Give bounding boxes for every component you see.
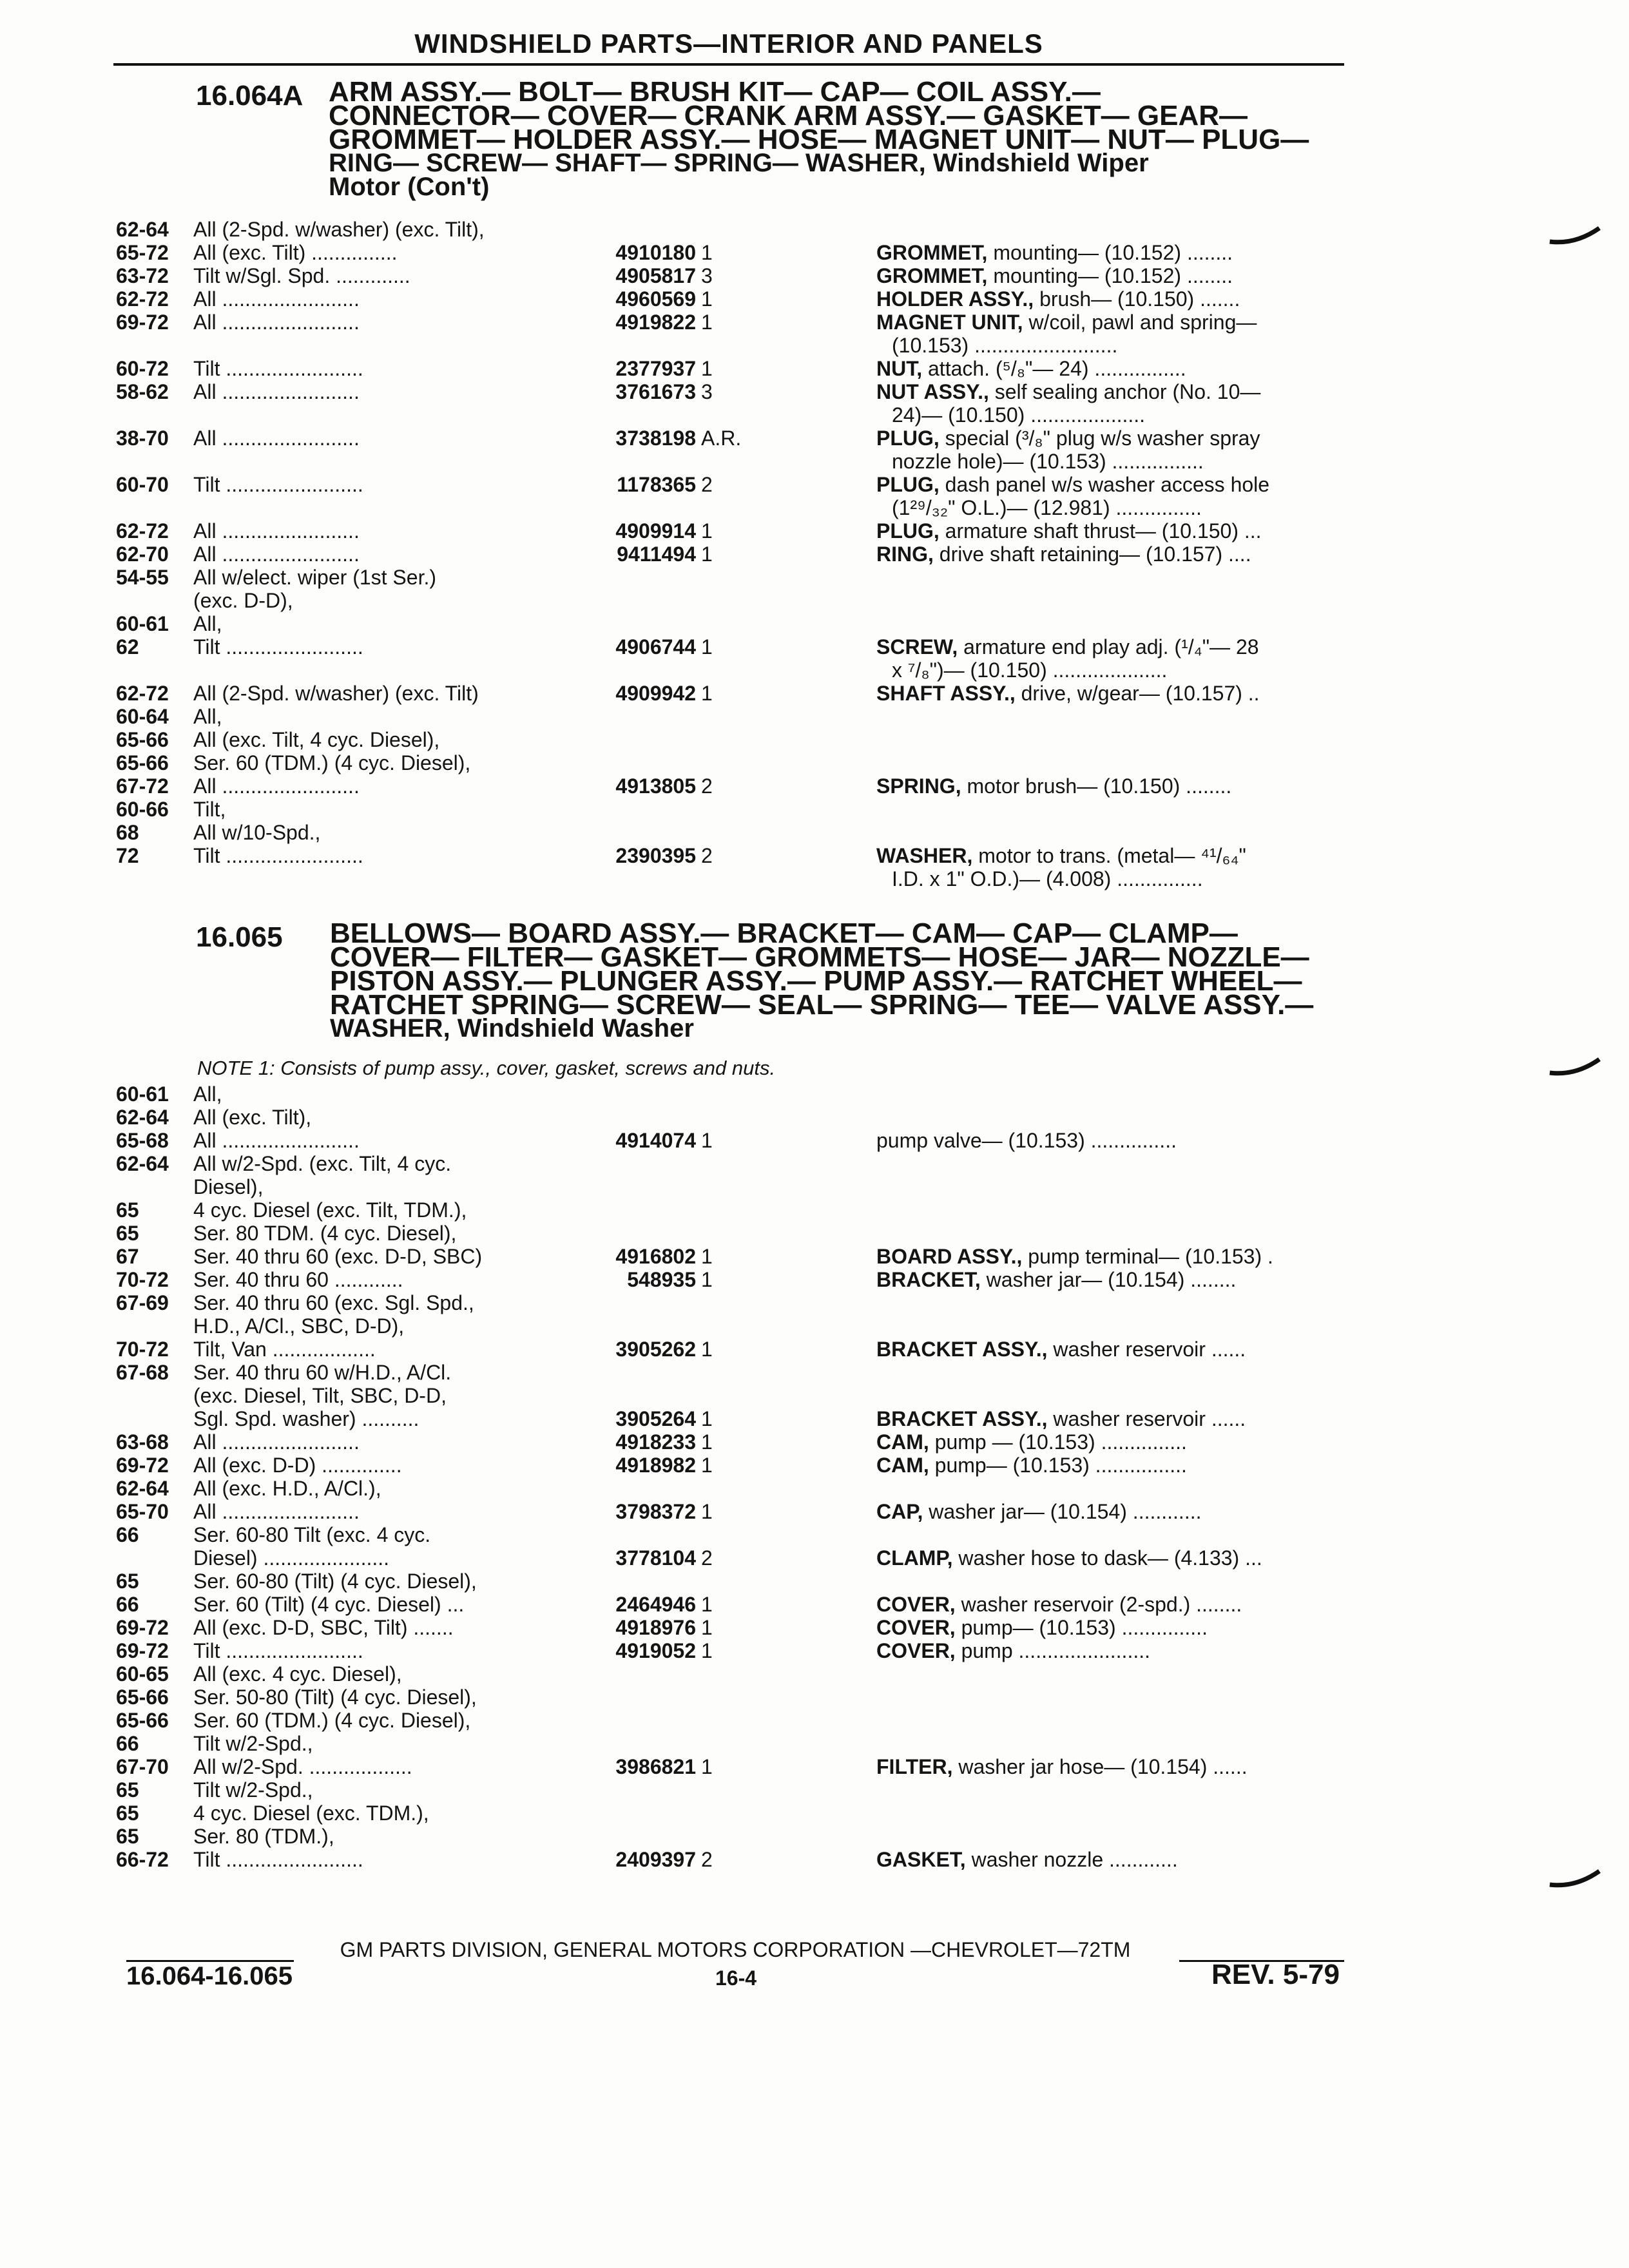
model-years: 62 (116, 635, 139, 658)
model-years: 70-72 (116, 1268, 169, 1291)
quantity: 1 (701, 287, 713, 311)
part-number: 2409397 (615, 1848, 696, 1871)
description (876, 403, 1472, 427)
section-title-line: PISTON ASSY.— PLUNGER ASSY.— PUMP ASSY.— RATCHET WHEEL— (330, 965, 1302, 997)
application: All ........................ (193, 311, 360, 334)
part-detail: pump valve— (10.153) ............... (876, 1129, 1177, 1152)
part-name: FILTER, (876, 1755, 953, 1778)
description (876, 774, 1456, 798)
description (876, 519, 1456, 543)
part-detail: attach. (⁵/₈"— 24) ................ (922, 357, 1186, 380)
application: All (exc. Tilt, 4 cyc. Diesel), (193, 728, 440, 751)
part-name: MAGNET UNIT, (876, 311, 1023, 334)
section-title-line: RING— SCREW— SHAFT— SPRING— WASHER, Windshield Wiper (329, 149, 1149, 177)
description (876, 1454, 1456, 1477)
section-number: 16.065 (196, 921, 283, 953)
binder-mark (1547, 1050, 1605, 1082)
application: Tilt ........................ (193, 1848, 363, 1871)
part-name: GROMMET, (876, 241, 988, 264)
model-years: 62-72 (116, 682, 169, 705)
model-years: 65 (116, 1802, 139, 1825)
part-detail: motor to trans. (metal— ⁴¹/₆₄" (972, 844, 1246, 867)
part-number: 4918233 (615, 1430, 696, 1454)
description (876, 241, 1456, 264)
part-detail: washer jar hose— (10.154) ...... (952, 1755, 1248, 1778)
part-name: BRACKET ASSY., (876, 1338, 1048, 1361)
model-years: 66 (116, 1593, 139, 1616)
binder-mark (1547, 1862, 1605, 1894)
model-years: 63-68 (116, 1430, 169, 1454)
application: Tilt w/2-Spd., (193, 1778, 313, 1802)
section-title-line: RATCHET SPRING— SCREW— SEAL— SPRING— TEE— VALVE ASSY.— (330, 989, 1314, 1021)
model-years: 62-64 (116, 1477, 169, 1500)
part-number: 3986821 (615, 1755, 696, 1778)
part-name: GASKET, (876, 1848, 966, 1871)
application: All w/2-Spd. .................. (193, 1755, 412, 1778)
application: All (2-Spd. w/washer) (exc. Tilt) (193, 682, 479, 705)
application: All (exc. Tilt) ............... (193, 241, 398, 264)
footer-publisher-text: GM PARTS DIVISION, GENERAL MOTORS CORPORATION —CHEVROLET—72TM (340, 1938, 1131, 1961)
part-detail: motor brush— (10.150) ........ (961, 774, 1232, 798)
model-years: 72 (116, 844, 139, 867)
part-number: 3778104 (615, 1546, 696, 1570)
application: All ........................ (193, 380, 360, 403)
application: Ser. 60 (TDM.) (4 cyc. Diesel), (193, 1709, 471, 1732)
model-years: 65 (116, 1825, 139, 1848)
part-detail: pump— (10.153) ................ (929, 1454, 1187, 1477)
quantity: 1 (701, 241, 713, 264)
page-header: WINDSHIELD PARTS—INTERIOR AND PANELS (113, 28, 1344, 66)
model-years: 60-65 (116, 1662, 169, 1686)
footer-revision: REV. 5-79 (1211, 1959, 1340, 1990)
part-name: HOLDER ASSY., (876, 287, 1034, 311)
quantity: 2 (701, 473, 713, 496)
description (876, 543, 1456, 566)
application: All w/10-Spd., (193, 821, 321, 844)
description (876, 1338, 1456, 1361)
part-number: 9411494 (617, 543, 696, 566)
model-years: 63-72 (116, 264, 169, 287)
part-name: PLUG, (876, 473, 940, 496)
part-detail: washer reservoir ...... (1047, 1407, 1246, 1430)
part-detail: washer hose to dask— (4.133) ... (952, 1546, 1262, 1570)
application: Ser. 60 (TDM.) (4 cyc. Diesel), (193, 751, 471, 774)
model-years: 62-64 (116, 1106, 169, 1129)
description (876, 682, 1456, 705)
section-title-line: BELLOWS— BOARD ASSY.— BRACKET— CAM— CAP— CLAMP— (330, 918, 1238, 949)
model-years: 65-66 (116, 728, 169, 751)
part-name: COVER, (876, 1616, 956, 1639)
model-years: 67-70 (116, 1755, 169, 1778)
part-number: 4918976 (615, 1616, 696, 1639)
part-detail: washer jar— (10.154) ............ (923, 1500, 1202, 1523)
part-detail: special (³/₈" plug w/s washer spray (939, 427, 1260, 450)
application: All ........................ (193, 774, 360, 798)
application: Tilt ........................ (193, 357, 363, 380)
application: (exc. Diesel, Tilt, SBC, D-D, (193, 1384, 447, 1407)
application: Sgl. Spd. washer) .......... (193, 1407, 419, 1430)
part-number: 3798372 (615, 1500, 696, 1523)
application: Tilt, Van .................. (193, 1338, 376, 1361)
application: All ........................ (193, 543, 360, 566)
quantity: 1 (701, 357, 713, 380)
application: Ser. 40 thru 60 (exc. Sgl. Spd., (193, 1291, 474, 1314)
part-name: SHAFT ASSY., (876, 682, 1016, 705)
part-detail: mounting— (10.152) ........ (987, 264, 1233, 287)
quantity: 1 (701, 543, 713, 566)
description (876, 1407, 1456, 1430)
part-number: 4919822 (615, 311, 696, 334)
application: Diesel) ...................... (193, 1546, 390, 1570)
model-years: 66 (116, 1523, 139, 1546)
model-years: 67-69 (116, 1291, 169, 1314)
footer-page-number: 16-4 (715, 1966, 757, 1990)
description (876, 334, 1472, 357)
part-name: WASHER, (876, 844, 973, 867)
part-detail: armature end play adj. (¹/₄"— 28 (958, 635, 1259, 658)
part-number: 3905262 (615, 1338, 696, 1361)
quantity: 1 (701, 1430, 713, 1454)
description (876, 380, 1456, 403)
application: All ........................ (193, 1500, 360, 1523)
model-years: 65-66 (116, 1709, 169, 1732)
application: All, (193, 1082, 222, 1106)
part-name: NUT ASSY., (876, 380, 989, 403)
part-detail: pump terminal— (10.153) . (1022, 1245, 1273, 1268)
model-years: 65 (116, 1222, 139, 1245)
application: Tilt, (193, 798, 226, 821)
section-title-line: WASHER, Windshield Washer (330, 1014, 694, 1043)
part-name: BRACKET, (876, 1268, 981, 1291)
section-title (329, 76, 1373, 201)
model-years: 67-72 (116, 774, 169, 798)
footer-section-range: 16.064-16.065 (126, 1962, 293, 1990)
section-title-line: CONNECTOR— COVER— CRANK ARM ASSY.— GASKET— GEAR— (329, 100, 1248, 131)
part-number: 1178365 (617, 473, 696, 496)
model-years: 65-72 (116, 241, 169, 264)
part-name: NUT, (876, 357, 923, 380)
application: All ........................ (193, 1430, 360, 1454)
description (876, 311, 1456, 334)
part-number: 4906744 (615, 635, 696, 658)
quantity: 1 (701, 1338, 713, 1361)
application: Ser. 60-80 Tilt (exc. 4 cyc. (193, 1523, 431, 1546)
application: (exc. D-D), (193, 589, 293, 612)
quantity: 1 (701, 1245, 713, 1268)
part-number: 3905264 (615, 1407, 696, 1430)
description (876, 357, 1456, 380)
model-years: 60-64 (116, 705, 169, 728)
description (876, 1755, 1456, 1778)
quantity: 1 (701, 1755, 713, 1778)
part-name: BOARD ASSY., (876, 1245, 1023, 1268)
application: All, (193, 612, 222, 635)
description (876, 264, 1456, 287)
model-years: 60-70 (116, 473, 169, 496)
part-detail: armature shaft thrust— (10.150) ... (939, 519, 1262, 543)
application: Tilt ........................ (193, 844, 363, 867)
quantity: 2 (701, 1848, 713, 1871)
model-years: 69-72 (116, 1616, 169, 1639)
part-number: 3738198 (615, 427, 696, 450)
part-name: SCREW, (876, 635, 958, 658)
description (876, 1639, 1456, 1662)
model-years: 66-72 (116, 1848, 169, 1871)
part-detail: washer nozzle ............ (965, 1848, 1178, 1871)
part-number: 2464946 (615, 1593, 696, 1616)
part-name: PLUG, (876, 519, 940, 543)
part-name: CAM, (876, 1430, 929, 1454)
part-name: SPRING, (876, 774, 961, 798)
quantity: 3 (701, 380, 713, 403)
section-number: 16.064A (196, 80, 304, 111)
application: Tilt ........................ (193, 635, 363, 658)
application: All w/2-Spd. (exc. Tilt, 4 cyc. (193, 1152, 452, 1175)
section-title-line: Motor (Con't) (329, 173, 490, 201)
quantity: 1 (701, 682, 713, 705)
model-years: 60-61 (116, 612, 169, 635)
application: 4 cyc. Diesel (exc. Tilt, TDM.), (193, 1198, 467, 1222)
quantity: 1 (701, 1639, 713, 1662)
part-number: 4909914 (615, 519, 696, 543)
model-years: 67-68 (116, 1361, 169, 1384)
part-number: 4914074 (615, 1129, 696, 1152)
application: All (exc. H.D., A/Cl.), (193, 1477, 381, 1500)
description (876, 287, 1456, 311)
application: All w/elect. wiper (1st Ser.) (193, 566, 436, 589)
part-name: COVER, (876, 1639, 956, 1662)
description (876, 1500, 1456, 1523)
part-detail: x ⁷/₈")— (10.150) .................... (892, 658, 1168, 682)
description (876, 1848, 1456, 1871)
application: Tilt ........................ (193, 1639, 363, 1662)
application: Tilt w/Sgl. Spd. ............. (193, 264, 410, 287)
description (876, 1268, 1456, 1291)
application: Ser. 80 TDM. (4 cyc. Diesel), (193, 1222, 457, 1245)
quantity: 2 (701, 1546, 713, 1570)
model-years: 62-64 (116, 1152, 169, 1175)
binder-mark (1547, 219, 1605, 251)
description (876, 473, 1456, 496)
application: Ser. 50-80 (Tilt) (4 cyc. Diesel), (193, 1686, 477, 1709)
model-years: 62-72 (116, 519, 169, 543)
part-detail: drive shaft retaining— (10.157) .... (933, 543, 1251, 566)
model-years: 62-64 (116, 218, 169, 241)
section-title-line: COVER— FILTER— GASKET— GROMMETS— HOSE— JAR— NOZZLE— (330, 941, 1309, 973)
application: All (2-Spd. w/washer) (exc. Tilt), (193, 218, 485, 241)
part-number: 2377937 (615, 357, 696, 380)
quantity: 1 (701, 635, 713, 658)
part-detail: nozzle hole)— (10.153) ................ (892, 450, 1204, 473)
part-detail: washer reservoir (2-spd.) ........ (955, 1593, 1242, 1616)
quantity: 2 (701, 844, 713, 867)
description (876, 867, 1472, 890)
application: Ser. 40 thru 60 (exc. D-D, SBC) (193, 1245, 483, 1268)
description (876, 635, 1456, 658)
quantity: 1 (701, 1407, 713, 1430)
quantity: 1 (701, 519, 713, 543)
model-years: 65-70 (116, 1500, 169, 1523)
description (876, 1245, 1456, 1268)
quantity: 1 (701, 1500, 713, 1523)
model-years: 54-55 (116, 566, 169, 589)
application: Ser. 80 (TDM.), (193, 1825, 334, 1848)
part-number: 4909942 (615, 682, 696, 705)
model-years: 65 (116, 1778, 139, 1802)
description (876, 427, 1456, 450)
section-title-line: GROMMET— HOLDER ASSY.— HOSE— MAGNET UNIT— NUT— PLUG— (329, 124, 1309, 155)
model-years: 60-66 (116, 798, 169, 821)
part-name: CLAMP, (876, 1546, 953, 1570)
model-years: 67 (116, 1245, 139, 1268)
application: Ser. 60 (Tilt) (4 cyc. Diesel) ... (193, 1593, 465, 1616)
section-title (330, 918, 1361, 1043)
part-detail: pump ....................... (955, 1639, 1150, 1662)
quantity: 1 (701, 1454, 713, 1477)
part-detail: self sealing anchor (No. 10— (988, 380, 1261, 403)
description (876, 658, 1472, 682)
part-detail: pump— (10.153) ............... (955, 1616, 1208, 1639)
quantity: 1 (701, 1129, 713, 1152)
footer-publisher (126, 1938, 1344, 1962)
application: 4 cyc. Diesel (exc. TDM.), (193, 1802, 429, 1825)
application: All (exc. D-D) .............. (193, 1454, 402, 1477)
application: All ........................ (193, 519, 360, 543)
model-years: 65 (116, 1570, 139, 1593)
application: Ser. 40 thru 60 ............ (193, 1268, 403, 1291)
quantity: 2 (701, 774, 713, 798)
part-detail: brush— (10.150) ....... (1034, 287, 1240, 311)
part-number: 4916802 (615, 1245, 696, 1268)
description (876, 1129, 1456, 1152)
application: Tilt ........................ (193, 473, 363, 496)
application: Tilt w/2-Spd., (193, 1732, 313, 1755)
part-detail: (1²⁹/₃₂" O.L.)— (12.981) ............... (892, 496, 1202, 519)
quantity: 1 (701, 1593, 713, 1616)
part-number: 4905817 (615, 264, 696, 287)
quantity: 1 (701, 1616, 713, 1639)
application: Ser. 40 thru 60 w/H.D., A/Cl. (193, 1361, 452, 1384)
part-number: 4910180 (615, 241, 696, 264)
application: Ser. 60-80 (Tilt) (4 cyc. Diesel), (193, 1570, 477, 1593)
part-name: COVER, (876, 1593, 956, 1616)
application: All ........................ (193, 1129, 360, 1152)
application: All, (193, 705, 222, 728)
model-years: 65 (116, 1198, 139, 1222)
part-number: 4919052 (615, 1639, 696, 1662)
application: All (exc. Tilt), (193, 1106, 312, 1129)
part-detail: w/coil, pawl and spring— (1023, 311, 1257, 334)
part-number: 4918982 (615, 1454, 696, 1477)
part-name: BRACKET ASSY., (876, 1407, 1048, 1430)
part-detail: (10.153) ......................... (892, 334, 1118, 357)
part-name: RING, (876, 543, 934, 566)
model-years: 69-72 (116, 311, 169, 334)
model-years: 70-72 (116, 1338, 169, 1361)
part-detail: drive, w/gear— (10.157) .. (1015, 682, 1260, 705)
part-detail: washer jar— (10.154) ........ (980, 1268, 1237, 1291)
model-years: 62-70 (116, 543, 169, 566)
description (876, 496, 1472, 519)
model-years: 68 (116, 821, 139, 844)
quantity: A.R. (701, 427, 742, 450)
application: Diesel), (193, 1175, 264, 1198)
part-name: PLUG, (876, 427, 940, 450)
model-years: 65-68 (116, 1129, 169, 1152)
model-years: 65-66 (116, 1686, 169, 1709)
description (876, 450, 1472, 473)
part-number: 548935 (627, 1268, 696, 1291)
application: All (exc. D-D, SBC, Tilt) ....... (193, 1616, 454, 1639)
model-years: 60-72 (116, 357, 169, 380)
model-years: 66 (116, 1732, 139, 1755)
description (876, 844, 1456, 867)
description (876, 1616, 1456, 1639)
model-years: 65-66 (116, 751, 169, 774)
model-years: 69-72 (116, 1454, 169, 1477)
part-number: 4913805 (615, 774, 696, 798)
part-name: CAP, (876, 1500, 923, 1523)
description (876, 1430, 1456, 1454)
part-detail: dash panel w/s washer access hole (939, 473, 1270, 496)
application: H.D., A/Cl., SBC, D-D), (193, 1314, 405, 1338)
quantity: 1 (701, 1268, 713, 1291)
application: All ........................ (193, 427, 360, 450)
section-title-line: ARM ASSY.— BOLT— BRUSH KIT— CAP— COIL ASSY.— (329, 76, 1101, 108)
description (876, 1593, 1456, 1616)
part-detail: I.D. x 1" O.D.)— (4.008) ............... (892, 867, 1203, 890)
application: All ........................ (193, 287, 360, 311)
part-detail: mounting— (10.152) ........ (987, 241, 1233, 264)
part-name: GROMMET, (876, 264, 988, 287)
description (876, 1546, 1456, 1570)
part-name: CAM, (876, 1454, 929, 1477)
part-detail: pump — (10.153) ............... (929, 1430, 1187, 1454)
model-years: 38-70 (116, 427, 169, 450)
model-years: 69-72 (116, 1639, 169, 1662)
section-note: NOTE 1: Consists of pump assy., cover, gasket, screws and nuts. (197, 1057, 776, 1079)
quantity: 3 (701, 264, 713, 287)
part-number: 3761673 (615, 380, 696, 403)
quantity: 1 (701, 311, 713, 334)
model-years: 58-62 (116, 380, 169, 403)
part-number: 4960569 (615, 287, 696, 311)
part-detail: washer reservoir ...... (1047, 1338, 1246, 1361)
part-number: 2390395 (615, 844, 696, 867)
model-years: 60-61 (116, 1082, 169, 1106)
part-detail: 24)— (10.150) .................... (892, 403, 1146, 427)
application: All (exc. 4 cyc. Diesel), (193, 1662, 402, 1686)
model-years: 62-72 (116, 287, 169, 311)
